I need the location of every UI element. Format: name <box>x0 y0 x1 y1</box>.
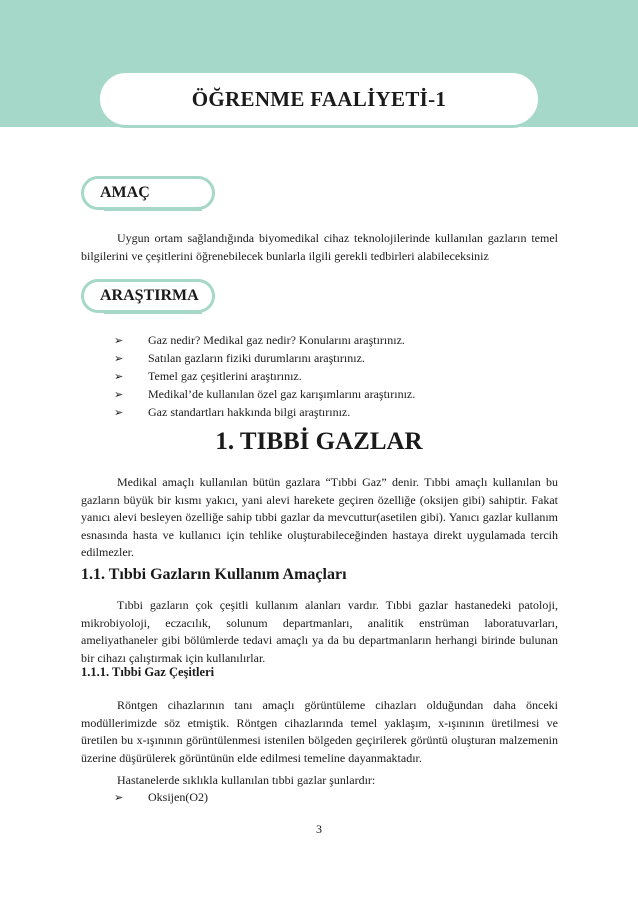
amac-underline <box>104 208 202 211</box>
arrow-bullet-icon: ➢ <box>114 335 124 347</box>
amac-label-box <box>81 176 215 210</box>
section-heading-gaz-cesitleri: 1.1.1. Tıbbi Gaz Çeşitleri <box>81 665 215 679</box>
section1-1-paragraph: Tıbbi gazların çok çeşitli kullanım alanları vardır. Tıbbi gazlar hastanedeki patoloji, mikrobiyoloji, eczacılık, solunum departmanları, analitik enstrüman laboratuvarları, ameliyathaneler gibi bölümlerde tedavi amaçlı ya da bu departmanların herhangi birinde bulunan bir cihazı çalıştırmak için kullanılırlar. <box>81 598 558 665</box>
arastirma-label-box <box>81 279 215 313</box>
list-item: ➢ Oksijen(O2) <box>114 789 558 807</box>
amac-label: AMAÇ <box>100 184 150 201</box>
arastirma-list <box>114 332 558 422</box>
section-heading-tibbi-gazlar: 1. TIBBİ GAZLAR <box>215 428 423 455</box>
gas-list-intro: Hastanelerde sıklıkla kullanılan tıbbi gazlar şunlardır: <box>117 773 376 787</box>
section1-1-1-paragraph: Röntgen cihazlarının tanı amaçlı görüntüleme cihazları olduğundan daha önceki modüllerimizde söz etmiştik. Röntgen cihazlarında temel yaklaşım, x-ışınının üretilmesi ve üretilen bu x-ışınının görüntülenmesi istenilen bölgeden geçirilerek görüntü oluşturan malzemenin üzerine düşürülerek görüntünün elde edilmesi temeline dayanmaktadır. <box>81 698 558 765</box>
activity-title: ÖĞRENME FAALİYETİ-1 <box>191 86 447 111</box>
activity-title-banner <box>97 70 541 128</box>
arrow-bullet-icon: ➢ <box>114 389 124 401</box>
page-number: 3 <box>316 822 322 836</box>
arastirma-underline <box>104 311 202 314</box>
arrow-bullet-icon: ➢ <box>114 792 124 804</box>
amac-paragraph: Uygun ortam sağlandığında biyomedikal cihaz teknolojilerinde kullanılan gazların temel bilgilerini ve çeşitlerini öğrenebilecek bunlarla ilgili gerekli tedbirleri alabileceksiniz <box>81 231 558 263</box>
list-item: ➢ Gaz standartları hakkında bilgi araştırınız. <box>114 404 558 422</box>
arastirma-label: ARAŞTIRMA <box>100 287 199 304</box>
list-item: ➢ Temel gaz çeşitlerini araştırınız. <box>114 368 558 386</box>
arrow-bullet-icon: ➢ <box>114 353 124 365</box>
gas-list <box>114 789 558 807</box>
arrow-bullet-icon: ➢ <box>114 407 124 419</box>
list-item: ➢ Medikal’de kullanılan özel gaz karışımlarını araştırınız. <box>114 386 558 404</box>
banner-underline <box>536 120 588 123</box>
section1-paragraph: Medikal amaçlı kullanılan bütün gazlara “Tıbbi Gaz” denir. Tıbbi amaçlı kullanılan bu gazların büyük bir kısmı yakıcı, yani alevi harekete geçiren özelliğe (oksijen gibi) sahiptir. Fakat yanıcı alevi besleyen özelliğe sahip tıbbi gazlar da mevcuttur(asetilen gibi). Yanıcı gazlar kullanım esnasında hasta ve kullanıcı için tehlike oluşturabileceğinden hastaya direkt uygulamada tercih edilmezler. <box>81 475 558 559</box>
section-heading-kullanim-amaclari: 1.1. Tıbbi Gazların Kullanım Amaçları <box>81 566 347 583</box>
list-item: ➢ Gaz nedir? Medikal gaz nedir? Konularını araştırınız. <box>114 332 558 350</box>
list-item: ➢ Satılan gazların fiziki durumlarını araştırınız. <box>114 350 558 368</box>
arrow-bullet-icon: ➢ <box>114 371 124 383</box>
